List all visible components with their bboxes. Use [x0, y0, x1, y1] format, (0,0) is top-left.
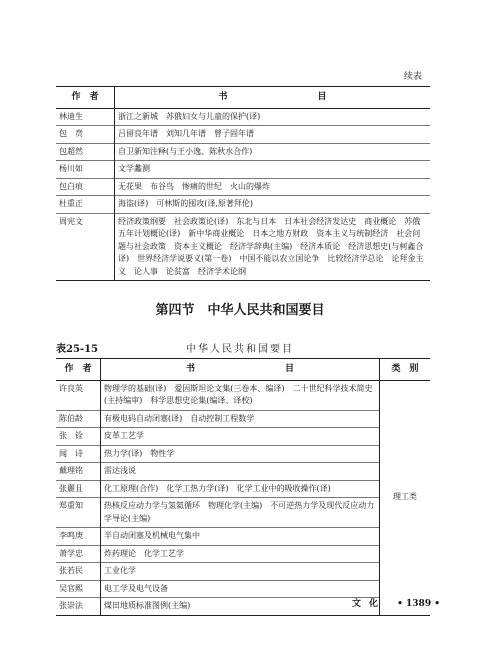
- table-row: [56, 498, 430, 528]
- author-cell: 许良英: [56, 380, 101, 410]
- page-number: 1389: [406, 599, 432, 609]
- author-cell: 萧学忠: [56, 545, 101, 563]
- table-row: [56, 161, 430, 179]
- works-cell: 煤田地质标准图例(主编): [101, 598, 380, 616]
- author-cell: 张 铨: [56, 428, 101, 446]
- author-cell: 戴理铭: [56, 463, 101, 481]
- author-cell: 林迪生: [56, 108, 115, 126]
- table-row: [56, 480, 430, 498]
- header-category: 类 别: [380, 359, 431, 381]
- table-row: [56, 545, 430, 563]
- author-cell: 李鸣庚: [56, 528, 101, 546]
- works-cell: 皮革工艺学: [101, 428, 380, 446]
- footer-bullet-right: •: [434, 599, 440, 609]
- works-cell: 物理学的基础(译) 爱因斯坦论文集(三卷本、编译) 二十世纪科学技术简史(主持编审) 科学思想史论集(编译、译校): [104, 383, 373, 405]
- works-cell: 热力学(译) 物性学: [101, 445, 380, 463]
- table-row: [56, 178, 430, 196]
- table-row: [56, 143, 430, 161]
- author-cell: 包超然: [56, 143, 115, 161]
- works-cell: 无花果 布谷鸟 惨痛的世纪 火山的爆炸: [115, 178, 431, 196]
- table-prc: [56, 358, 430, 616]
- author-cell: 包 贲: [56, 126, 115, 144]
- table-row: [56, 410, 430, 428]
- table-number: 表25-15: [56, 344, 98, 355]
- author-cell: 周宪文: [56, 213, 115, 281]
- table-continued-body: [56, 108, 430, 281]
- works-cell: 文学蠡测: [115, 161, 431, 179]
- header-author: 作 者: [56, 359, 101, 381]
- author-cell: 陈伯龄: [56, 410, 101, 428]
- table-prc-body: [56, 380, 430, 615]
- header-author: 作 者: [56, 87, 115, 109]
- works-cell: 化工原理(合作) 化学工热力学(译) 化学工业中的吸收操作(译): [101, 480, 380, 498]
- works-cell: 电工学及电气设备: [101, 580, 380, 598]
- author-cell: 张崇法: [56, 598, 101, 616]
- footer-bullet-left: •: [397, 599, 403, 609]
- table-row: [56, 445, 430, 463]
- table-row: [56, 196, 430, 214]
- header-works: 书 目: [101, 359, 380, 381]
- footer-label: 文化: [351, 599, 386, 609]
- author-cell: 张若民: [56, 563, 101, 581]
- works-cell: 海盗(译) 可林斯的囤攻(译,原著拜伦): [115, 196, 431, 214]
- continued-label: 续表: [403, 72, 422, 82]
- section-title: 第四节 中华人民共和国要目: [155, 303, 325, 318]
- works-cell: 经济政策纲要 社会政策论(译) 东北与日本 日本社会经济发达史 商业概论 苏俄五年计划概论(译) 新中华商业概论 日本之地方财政 资本主义与统制经济 社会问题与社会政策 资本主义概论 经济学辞典(主编) 经济本质论 经济思想史(与柯鑫合译) 世界经济学说要义(第一卷) 中国不能以农立国论争 比较经济学总论 论拜金主义 论人事 论贫富 经济学术论纲: [115, 213, 431, 281]
- table-row: [56, 528, 430, 546]
- page-footer: [352, 596, 440, 609]
- works-cell: 炸药理论 化学工艺学: [101, 545, 380, 563]
- table-row: [56, 213, 430, 281]
- table-row: [56, 580, 430, 598]
- works-cell: 吕留良年谱 刘知几年谱 曾子固年谱: [115, 126, 431, 144]
- table-title: 中华人民共和国要目: [186, 344, 294, 355]
- works-cell: 自卫新知注释(与王小逸、陈秋水合作): [115, 143, 431, 161]
- author-cell: 闻 诗: [56, 445, 101, 463]
- author-cell: 张麗且: [56, 480, 101, 498]
- works-cell: 浙江之新城 苏俄妇女与儿童的保护(译): [118, 111, 261, 121]
- author-cell: 杨川如: [56, 161, 115, 179]
- works-cell: 有极电码自动闭塞(译) 自动控制工程数学: [101, 410, 380, 428]
- author-cell: 吴官熙: [56, 580, 101, 598]
- table-header-row: [56, 87, 430, 109]
- table-row: [56, 463, 430, 481]
- table-row: [56, 428, 430, 446]
- author-cell: 郑重知: [56, 498, 101, 528]
- table-continued: [56, 86, 430, 281]
- works-cell: 半自动闭塞及机械电气集中: [101, 528, 380, 546]
- table-row: [56, 380, 430, 410]
- header-works: 书 目: [115, 87, 431, 109]
- table-row: [56, 126, 430, 144]
- category-cell: 理工类: [380, 380, 431, 615]
- works-cell: 热核反应动力学与氢氦循环 物理化学(主编) 不可逆热力学及现代反应动力学导论(主编): [101, 498, 380, 528]
- author-cell: 包白痕: [56, 178, 115, 196]
- works-cell: 雷达浅说: [101, 463, 380, 481]
- table-header-row: [56, 359, 430, 381]
- table-row: [56, 563, 430, 581]
- table-row: [56, 108, 430, 126]
- works-cell: 工业化学: [101, 563, 380, 581]
- author-cell: 杜重正: [56, 196, 115, 214]
